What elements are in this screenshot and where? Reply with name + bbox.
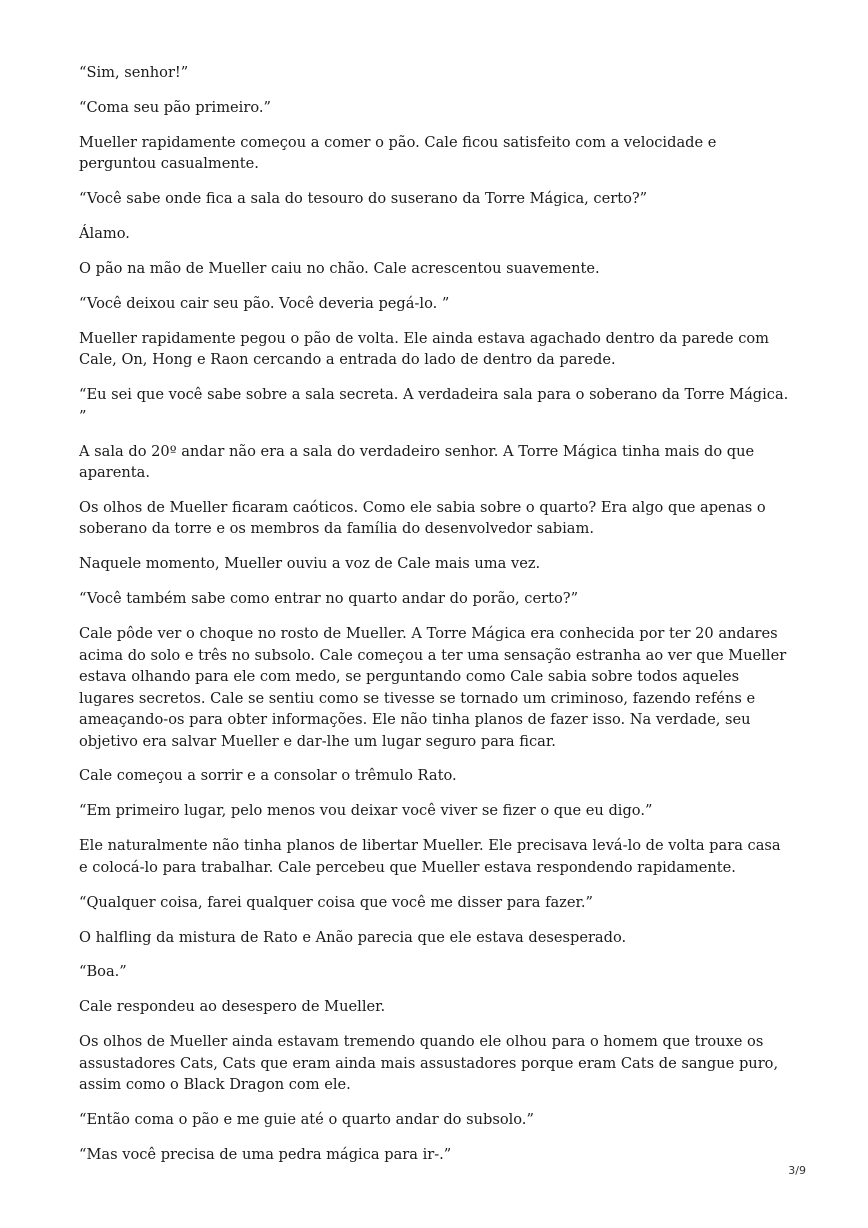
paragraph: “Você também sabe como entrar no quarto andar do porão, certo?”	[79, 590, 579, 608]
paragraph: “Qualquer coisa, farei qualquer coisa que você me disser para fazer.”	[79, 893, 593, 911]
paragraph: Ele naturalmente não tinha planos de libertar Mueller. Ele precisava levá-lo de volta para casa e colocá-lo para trabalhar. Cale percebeu que Mueller estava respondendo rapidamente.	[79, 837, 781, 876]
paragraph: “Eu sei que você sabe sobre a sala secreta. A verdadeira sala para o soberano da Torre Mágica. ”	[79, 386, 789, 425]
page-number: 3/9	[788, 1164, 806, 1177]
paragraph: Álamo.	[79, 225, 130, 243]
paragraph: Os olhos de Mueller ainda estavam tremendo quando ele olhou para o homem que trouxe os assustadores Cats, Cats que eram ainda mais assustadores porque eram Cats de sangue puro, assim como o Black Dragon com ele.	[79, 1033, 779, 1094]
paragraph: Cale começou a sorrir e a consolar o trêmulo Rato.	[79, 767, 457, 785]
paragraph: “Em primeiro lugar, pelo menos vou deixar você viver se fizer o que eu digo.”	[79, 802, 653, 820]
paragraph: “Boa.”	[79, 963, 127, 981]
paragraph: “Então coma o pão e me guie até o quarto andar do subsolo.”	[79, 1111, 534, 1129]
paragraph: Cale respondeu ao desespero de Mueller.	[79, 998, 386, 1016]
paragraph: “Você deixou cair seu pão. Você deveria pegá-lo. ”	[79, 294, 450, 312]
paragraph: O halfling da mistura de Rato e Anão parecia que ele estava desesperado.	[79, 928, 627, 946]
paragraph: “Você sabe onde fica a sala do tesouro do suserano da Torre Mágica, certo?”	[79, 190, 648, 208]
paragraph: Cale pôde ver o choque no rosto de Mueller. A Torre Mágica era conhecida por ter 20 andares acima do solo e três no subsolo. Cale começou a ter uma sensação estranha ao ver que Mueller estava olhando para ele com medo, se perguntando como Cale sabia sobre todos aqueles lugares secretos. Cale se sentiu como se tivesse se tornado um criminoso, fazendo reféns e ameaçando-os para obter informações. Ele não tinha planos de fazer isso. Na verdade, seu objetivo era salvar Mueller e dar-lhe um lugar seguro para ficar.	[79, 625, 787, 750]
paragraph: Mueller rapidamente pegou o pão de volta. Ele ainda estava agachado dentro da parede com Cale, On, Hong e Raon cercando a entrada do lado de dentro da parede.	[79, 329, 770, 369]
paragraph: Naquele momento, Mueller ouviu a voz de Cale mais uma vez.	[79, 555, 541, 573]
paragraph: Os olhos de Mueller ficaram caóticos. Como ele sabia sobre o quarto? Era algo que apenas o soberano da torre e os membros da família do desenvolvedor sabiam.	[79, 498, 766, 538]
paragraph: A sala do 20º andar não era a sala do verdadeiro senhor. A Torre Mágica tinha mais do que aparenta.	[79, 442, 755, 482]
paragraph: “Mas você precisa de uma pedra mágica para ir-.”	[79, 1145, 452, 1163]
paragraph: O pão na mão de Mueller caiu no chão. Cale acrescentou suavemente.	[79, 259, 600, 277]
paragraph: “Coma seu pão primeiro.”	[79, 98, 271, 116]
paragraph: Mueller rapidamente começou a comer o pão. Cale ficou satisfeito com a velocidade e perguntou casualmente.	[79, 133, 717, 173]
paragraph: “Sim, senhor!”	[79, 64, 189, 81]
document-body	[79, 62, 789, 1179]
